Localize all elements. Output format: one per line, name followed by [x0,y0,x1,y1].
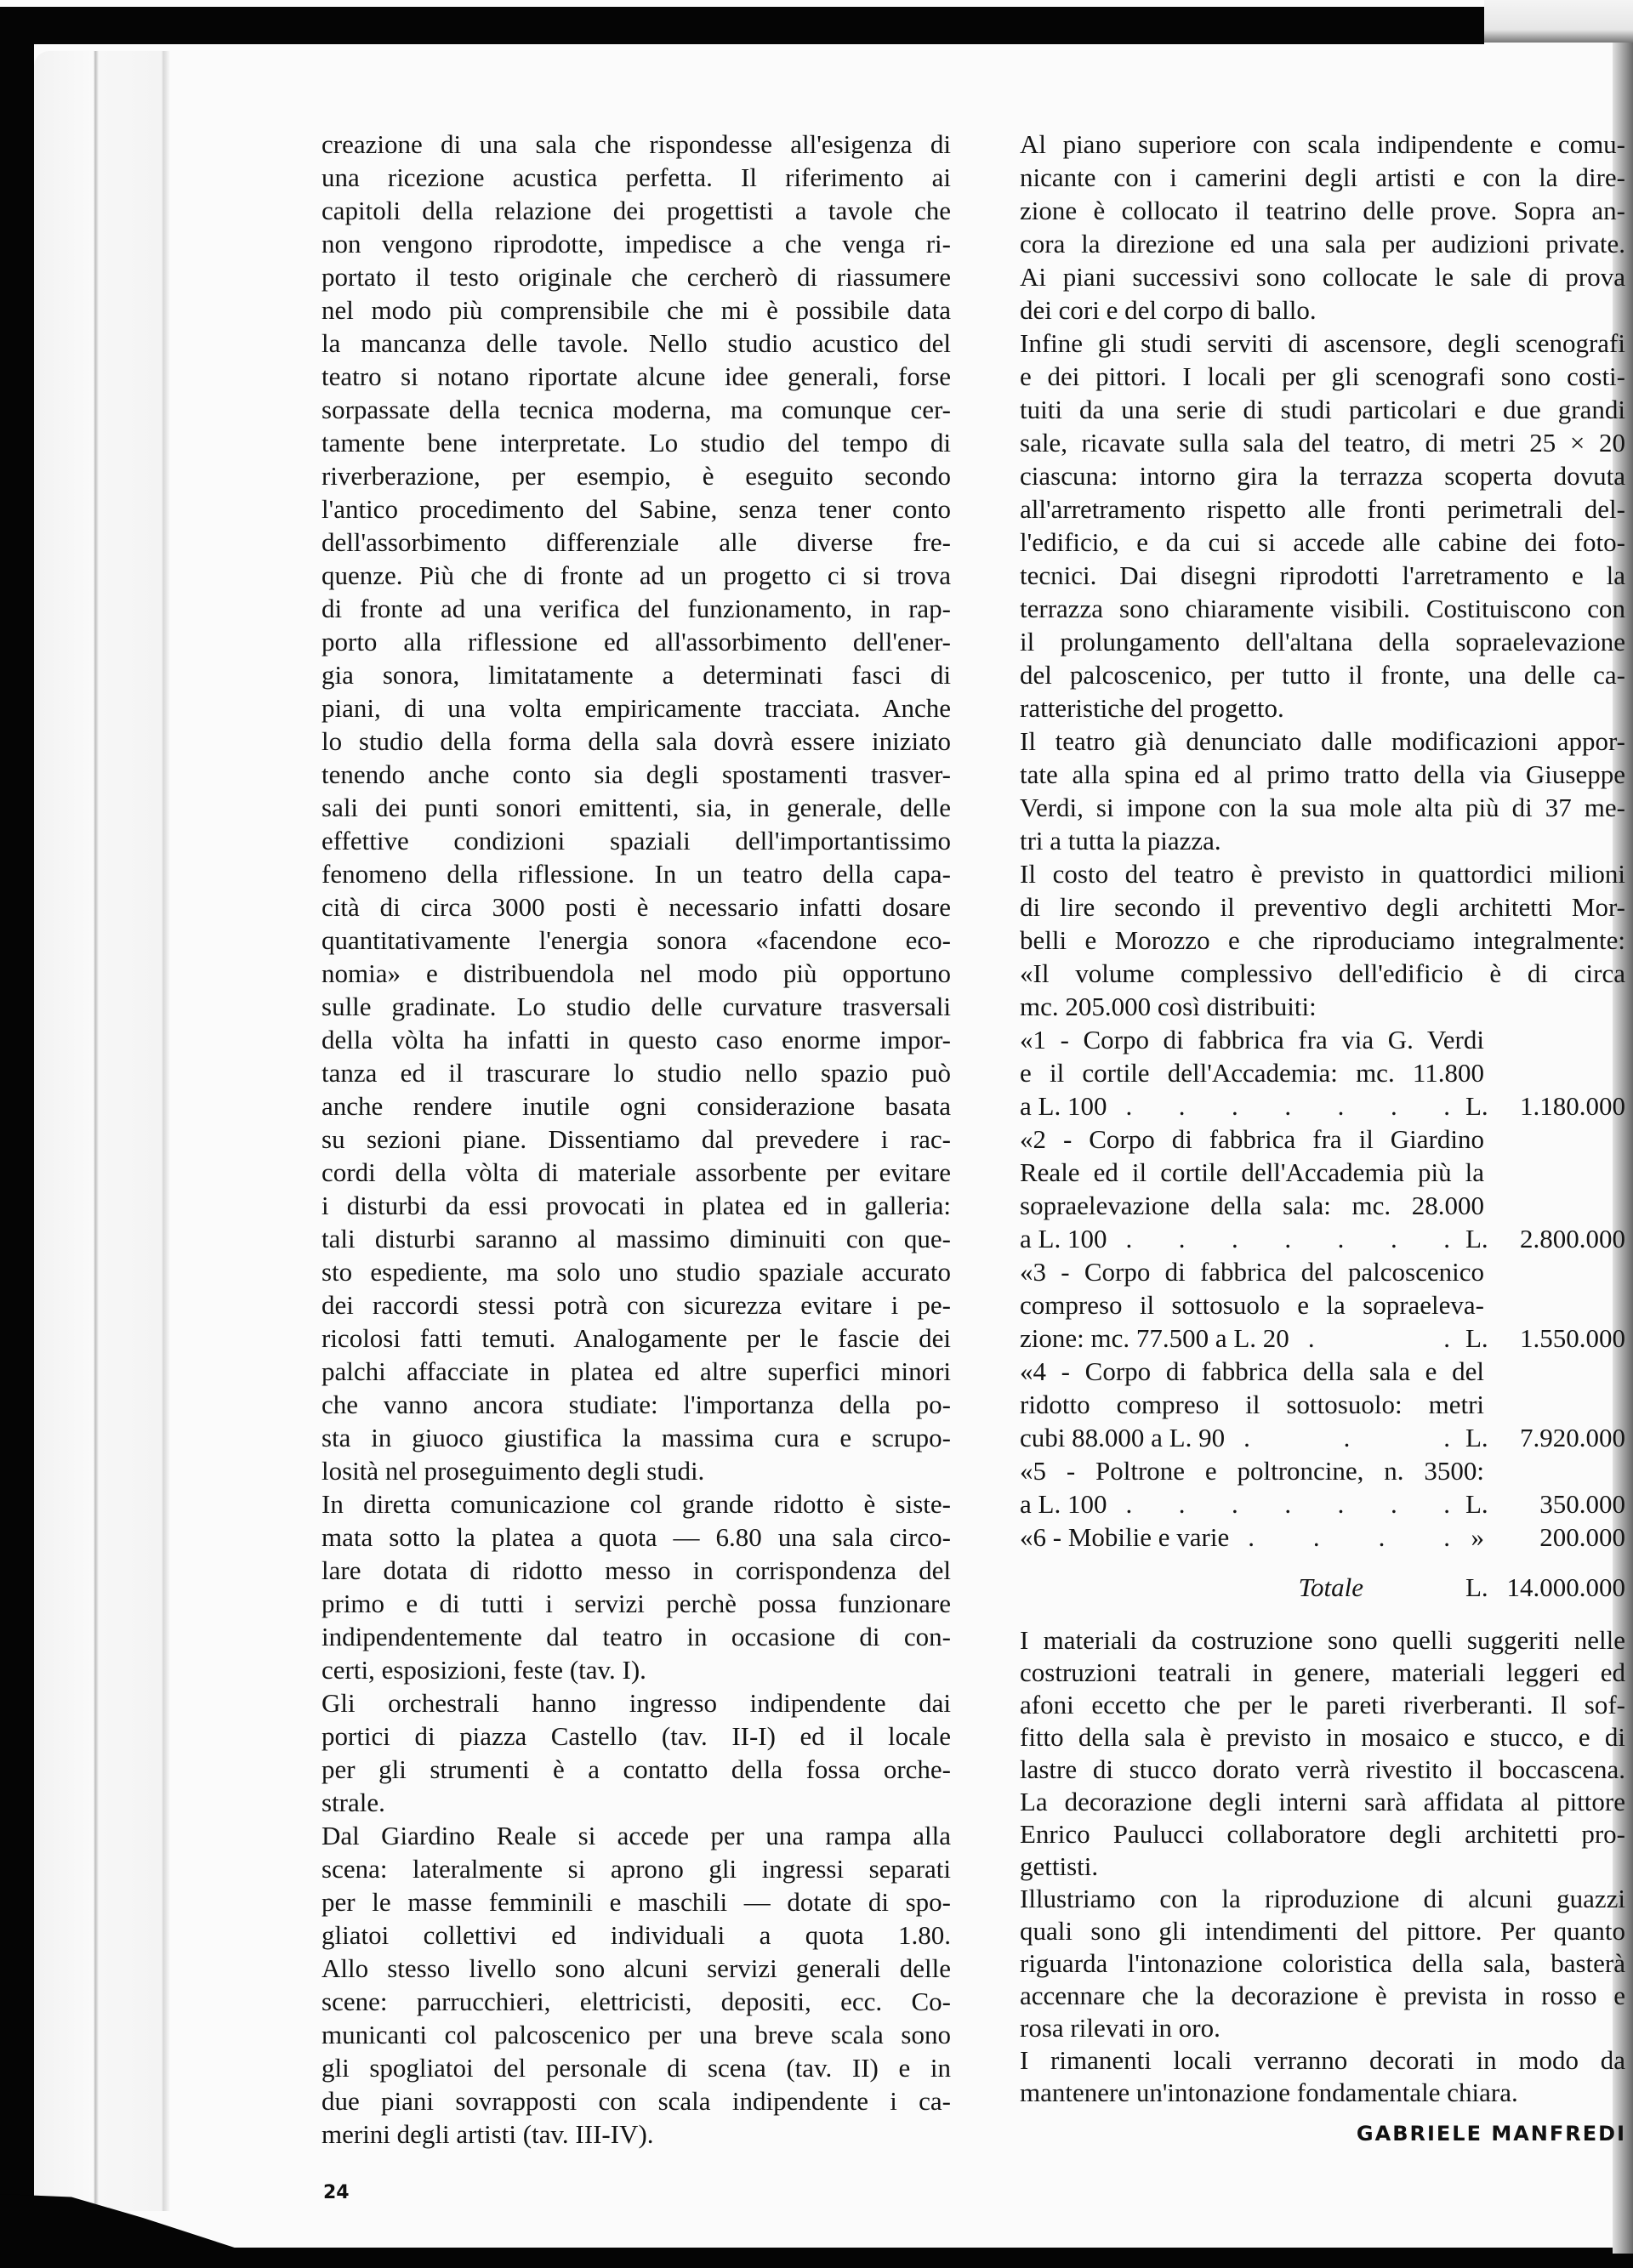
paragraph [1020,327,1625,725]
text-line: tecnici. Dai disegni riprodotti l'arretramento e la [1020,560,1625,590]
scan-border-top [0,7,1484,44]
paragraph [1020,1883,1625,2044]
text-line: Il costo del teatro è previsto in quattordici milioni [1020,859,1625,889]
cost-currency: L. [1465,1323,1488,1353]
text-line: I materiali da costruzione sono quelli suggeriti nelle [1020,1625,1625,1655]
cost-amount: 350.000 [1539,1489,1625,1519]
text-line: tuiti da una serie di studi particolari e due grandi [1020,395,1625,424]
text-line: non vengono riprodotte, impedisce a che venga ri- [321,229,951,259]
text-line: anche rendere inutile ogni considerazione basata [321,1091,951,1121]
cost-row [1020,1255,1625,1288]
text-line: su sezioni piane. Dissentiamo dal prevedere i rac- [321,1124,951,1154]
cost-item-text: «3 - Corpo di fabbrica del palcoscenico [1020,1257,1484,1287]
text-line: Dal Giardino Reale si accede per una rampa alla [321,1821,951,1850]
cost-description-cell [1020,1222,1488,1255]
cost-item-text: sopraelevazione della sala: mc. 28.000 [1020,1191,1484,1220]
right-paragraphs-before [1020,128,1625,1023]
text-line: strale. [321,1788,385,1817]
cost-item-text: ridotto compreso il sottosuolo: metri [1020,1390,1484,1419]
cost-description-cell [1020,1255,1484,1288]
text-line: sale, ricavate sulla sala del teatro, di metri 25 × 20 [1020,428,1625,458]
text-line: Il teatro già denunciato dalle modificazioni appor- [1020,726,1625,756]
cost-item-text: e il cortile dell'Accademia: mc. 11.800 [1020,1058,1484,1088]
text-line: Ai piani successivi sono collocate le sale di prova [1020,262,1625,292]
text-line: fitto della sala è previsto in mosaico e stucco, e di [1020,1722,1625,1752]
text-line: e dei pittori. I locali per gli scenografi sono costi- [1020,361,1625,391]
text-line: i disturbi da essi provocati in platea ed in galleria: [321,1191,951,1220]
text-line: sulle gradinate. Lo studio delle curvature trasversali [321,992,951,1021]
text-line: teatro si notano riportate alcune idee generali, forse [321,361,951,391]
text-line: effettive condizioni spaziali dell'importantissimo [321,826,951,855]
paragraph [1020,857,1625,1023]
text-line: dei cori e del corpo di ballo. [1020,295,1317,325]
text-line: scena: lateralmente si aprono gli ingressi separati [321,1854,951,1884]
text-line: l'edificio, e da cui si accede alle cabine dei foto- [1020,527,1625,557]
paragraph [321,1487,951,1686]
total-label: Totale [1298,1572,1363,1602]
text-line: portici di piazza Castello (tav. II-I) ed il locale [321,1721,951,1751]
text-line: riguarda l'intonazione coloristica della sala, basterà [1020,1948,1625,1978]
cost-row [1020,1189,1625,1222]
text-line: tali disturbi saranno al massimo diminuiti con que- [321,1224,951,1253]
cost-item-text: a L. 100 [1020,1489,1107,1519]
text-line: due piani sovrapposti con scala indipendente i ca- [321,2086,951,2116]
cost-description-cell [1020,1023,1484,1056]
cost-row [1020,1056,1625,1089]
cost-row [1020,1421,1625,1454]
text-line: lastre di stucco dorato verrà rivestito il boccascena. [1020,1754,1625,1784]
text-line: sta in giuoco giustifica la massima cura e scrupo- [321,1423,951,1452]
text-line: di lire secondo il preventivo degli architetti Mor- [1020,892,1625,922]
cost-total-row [1020,1571,1625,1604]
text-line: gliatoi collettivi ed individuali a quota 1.80. [321,1920,951,1950]
leader-dots: . . . . . . . [1125,1489,1450,1519]
text-line: afoni eccetto che per le pareti riverberanti. Il sof- [1020,1690,1625,1719]
cost-item-text: a L. 100 [1020,1224,1107,1253]
cost-item-text: zione: mc. 77.500 a L. 20 [1020,1323,1289,1353]
cost-description-cell [1020,1454,1484,1487]
leader-dots: . . [1307,1323,1450,1353]
text-line: Infine gli studi serviti di ascensore, degli scenografi [1020,328,1625,358]
text-line: nomia» e distribuendola nel modo più opportuno [321,958,951,988]
text-line: dell'assorbimento differenziale alle diverse fre- [321,527,951,557]
text-line: merini degli artisti (tav. III-IV). [321,2119,654,2149]
text-line: l'antico procedimento del Sabine, senza tener conto [321,494,951,524]
text-line: ratteristiche del progetto. [1020,693,1284,723]
text-line: nel modo più comprensibile che mi è possibile data [321,295,951,325]
cost-item-text: compreso il sottosuolo e la sopraeleva- [1020,1290,1484,1320]
cost-row [1020,1388,1625,1421]
paragraph [1020,1624,1625,1883]
leader-dots: . . . . [1248,1522,1450,1552]
text-line: sto espediente, ma solo uno studio spaziale accurato [321,1257,951,1287]
text-line: Verdi, si impone con la sua mole alta più di 37 me- [1020,793,1625,822]
scan-border-bottom [0,2248,1633,2268]
text-line: dei raccordi stessi potrà con sicurezza evitare i pe- [321,1290,951,1320]
text-line: all'arretramento rispetto alle fronti perimetrali del- [1020,494,1625,524]
text-line: accennare che la decorazione è prevista in rosso e [1020,1981,1625,2010]
cost-description-cell [1020,1421,1488,1454]
text-line: portato il testo originale che cercherò di riassumere [321,262,951,292]
text-line: fenomeno della riflessione. In un teatro della capa- [321,859,951,889]
text-line: zione è collocato il teatrino delle prove. Sopra an- [1020,196,1625,225]
text-line: Illustriamo con la riproduzione di alcuni guazzi [1020,1884,1625,1913]
cost-amount: 200.000 [1539,1522,1625,1552]
text-line: per gli strumenti è a contatto della fossa orche- [321,1754,951,1784]
author-signature: GABRIELE MANFREDI [1356,2122,1626,2146]
total-currency: L. [1465,1572,1488,1602]
cost-description-cell [1020,1288,1484,1322]
text-line: losità nel proseguimento degli studi. [321,1456,705,1486]
total-amount: 14.000.000 [1506,1572,1625,1602]
cost-item-text: «2 - Corpo di fabbrica fra il Giardino [1020,1124,1484,1154]
text-line: sali dei punti sonori emittenti, sia, in generale, delle [321,793,951,822]
leader-dots: . . . . . . . [1125,1224,1450,1253]
cost-item-text: «1 - Corpo di fabbrica fra via G. Verdi [1020,1025,1484,1054]
text-line: piani, di una volta empiricamente tracciata. Anche [321,693,951,723]
text-line: costruzioni teatrali in genere, materiali leggeri ed [1020,1657,1625,1687]
cost-row [1020,1023,1625,1056]
cost-description-cell [1020,1388,1484,1421]
cost-item-text: «5 - Poltrone e poltroncine, n. 3500: [1020,1456,1484,1486]
text-line: la mancanza delle tavole. Nello studio acustico del [321,328,951,358]
paragraph [1020,725,1625,857]
right-text-column [1020,128,1625,2109]
text-line: indipendentemente dal teatro in occasione di con- [321,1622,951,1651]
text-line: rosa rilevati in oro. [1020,2013,1220,2043]
text-line: Al piano superiore con scala indipendente e comu- [1020,129,1625,159]
text-line: Enrico Paulucci collaboratore degli architetti pro- [1020,1819,1625,1849]
cost-row [1020,1156,1625,1189]
cost-currency: L. [1465,1224,1488,1253]
text-line: municanti col palcoscenico per una breve scala sono [321,2020,951,2049]
text-line: La decorazione degli interni sarà affidata al pittore [1020,1787,1625,1816]
cost-description-cell [1020,1056,1484,1089]
text-line: terrazza sono chiaramente visibili. Costituiscono con [1020,594,1625,623]
total-label-cell [1020,1571,1465,1604]
text-line: ciascuna: intorno gira la terrazza scoperta dovuta [1020,461,1625,491]
text-line: riverberazione, per esempio, è eseguito secondo [321,461,951,491]
text-line: mantenere un'intonazione fondamentale chiara. [1020,2078,1518,2107]
cost-item-text: «4 - Corpo di fabbrica della sala e del [1020,1356,1484,1386]
text-line: quali sono gli intendimenti del pittore. Per quanto [1020,1916,1625,1946]
leader-dots: . . . . . . . [1125,1091,1450,1121]
cost-row [1020,1487,1625,1521]
text-line: per le masse femminili e maschili — dotate di spo- [321,1887,951,1917]
leader-dots: . . . [1243,1423,1450,1452]
text-line: Gli orchestrali hanno ingresso indipendente dai [321,1688,951,1718]
cost-description-cell [1020,1487,1488,1521]
cost-row [1020,1454,1625,1487]
text-line: scene: parrucchieri, elettricisti, depositi, ecc. Co- [321,1987,951,2016]
text-line: cità di circa 3000 posti è necessario infatti dosare [321,892,951,922]
text-line: certi, esposizioni, feste (tav. I). [321,1655,646,1685]
text-line: mc. 205.000 così distribuiti: [1020,992,1317,1021]
text-line: lo studio della forma della sala dovrà essere iniziato [321,726,951,756]
text-line: Allo stesso livello sono alcuni servizi generali delle [321,1953,951,1983]
cost-amount: 7.920.000 [1520,1423,1625,1452]
cost-row [1020,1288,1625,1322]
text-line: una ricezione acustica perfetta. Il riferimento ai [321,162,951,192]
text-line: del palcoscenico, per tutto il fronte, una delle ca- [1020,660,1625,690]
text-line: quantitativamente l'energia sonora «facendone eco- [321,925,951,955]
page-stack-edges [34,51,170,2211]
cost-description-cell [1020,1521,1484,1554]
text-line: ricolosi fatti temuti. Analogamente per le fascie dei [321,1323,951,1353]
text-line: che vanno ancora studiate: l'importanza della po- [321,1390,951,1419]
page-number: 24 [323,2182,350,2203]
paragraph [321,1819,951,2151]
cost-currency: L. [1465,1423,1488,1452]
paragraph [1020,128,1625,327]
text-line: In diretta comunicazione col grande ridotto è siste- [321,1489,951,1519]
text-line: I rimanenti locali verranno decorati in modo da [1020,2045,1625,2075]
text-line: tanza ed il trascurare lo studio nello spazio può [321,1058,951,1088]
text-line: belli e Morozzo e che riproduciamo integralmente: [1020,925,1625,955]
text-line: lare dotata di ridotto messo in corrispondenza del [321,1555,951,1585]
cost-row [1020,1521,1625,1554]
text-line: mata sotto la platea a quota — 6.80 una sala circo- [321,1522,951,1552]
cost-description-cell [1020,1123,1484,1156]
text-line: capitoli della relazione dei progettisti a tavole che [321,196,951,225]
left-text-column [321,128,951,2151]
text-line: «Il volume complessivo dell'edificio è di circa [1020,958,1625,988]
cost-currency: L. [1465,1091,1488,1121]
text-line: cordi della vòlta di materiale assorbente per evitare [321,1157,951,1187]
paragraph [1020,2044,1625,2109]
text-line: palchi affacciate in platea ed altre superfici minori [321,1356,951,1386]
text-line: gettisti. [1020,1851,1099,1881]
cost-item-text: a L. 100 [1020,1091,1107,1121]
cost-currency: L. [1465,1489,1488,1519]
paragraph [321,1686,951,1819]
text-line: nicante con i camerini degli artisti e con la dire- [1020,162,1625,192]
cost-description-cell [1020,1322,1488,1355]
cost-row [1020,1355,1625,1388]
cost-row [1020,1123,1625,1156]
cost-description-cell [1020,1189,1484,1222]
cost-row [1020,1322,1625,1355]
text-line: di fronte ad una verifica del funzionamento, in rap- [321,594,951,623]
text-line: porto alla riflessione ed all'assorbimento dell'ener- [321,627,951,657]
paragraph [321,128,951,1487]
text-line: il prolungamento dell'altana della sopraelevazione [1020,627,1625,657]
cost-amount: 1.180.000 [1520,1091,1625,1121]
cost-item-text: Reale ed il cortile dell'Accademia più la [1020,1157,1484,1187]
scan-border-left [0,7,34,2268]
text-line: cora la direzione ed una sala per audizioni private. [1020,229,1625,259]
cost-item-text: cubi 88.000 a L. 90 [1020,1423,1226,1452]
text-line: tate alla spina ed al primo tratto della via Giuseppe [1020,759,1625,789]
cost-row [1020,1089,1625,1123]
text-line: tri a tutta la piazza. [1020,826,1221,855]
text-line: gia sonora, limitatamente a determinati fasci di [321,660,951,690]
text-line: tenendo anche conto sia degli spostamenti trasver- [321,759,951,789]
cost-item-text: «6 - Mobilie e varie [1020,1522,1230,1552]
cost-table [1020,1023,1625,1554]
text-line: creazione di una sala che rispondesse all'esigenza di [321,129,951,159]
cost-amount: 1.550.000 [1520,1323,1625,1353]
text-line: tamente bene interpretate. Lo studio del tempo di [321,428,951,458]
scan-border-top-right [1484,0,1633,43]
cost-row [1020,1222,1625,1255]
text-line: quenze. Più che di fronte ad un progetto ci si trova [321,560,951,590]
cost-description-cell [1020,1089,1488,1123]
text-line: primo e di tutti i servizi perchè possa funzionare [321,1589,951,1618]
cost-amount: 2.800.000 [1520,1224,1625,1253]
cost-currency: » [1471,1522,1484,1552]
cost-description-cell [1020,1156,1484,1189]
text-line: della vòlta ha infatti in questo caso enorme impor- [321,1025,951,1054]
right-paragraphs-after [1020,1624,1625,2109]
cost-description-cell [1020,1355,1484,1388]
text-line: sorpassate della tecnica moderna, ma comunque cer- [321,395,951,424]
text-line: gli spogliatoi del personale di scena (tav. II) e in [321,2053,951,2083]
